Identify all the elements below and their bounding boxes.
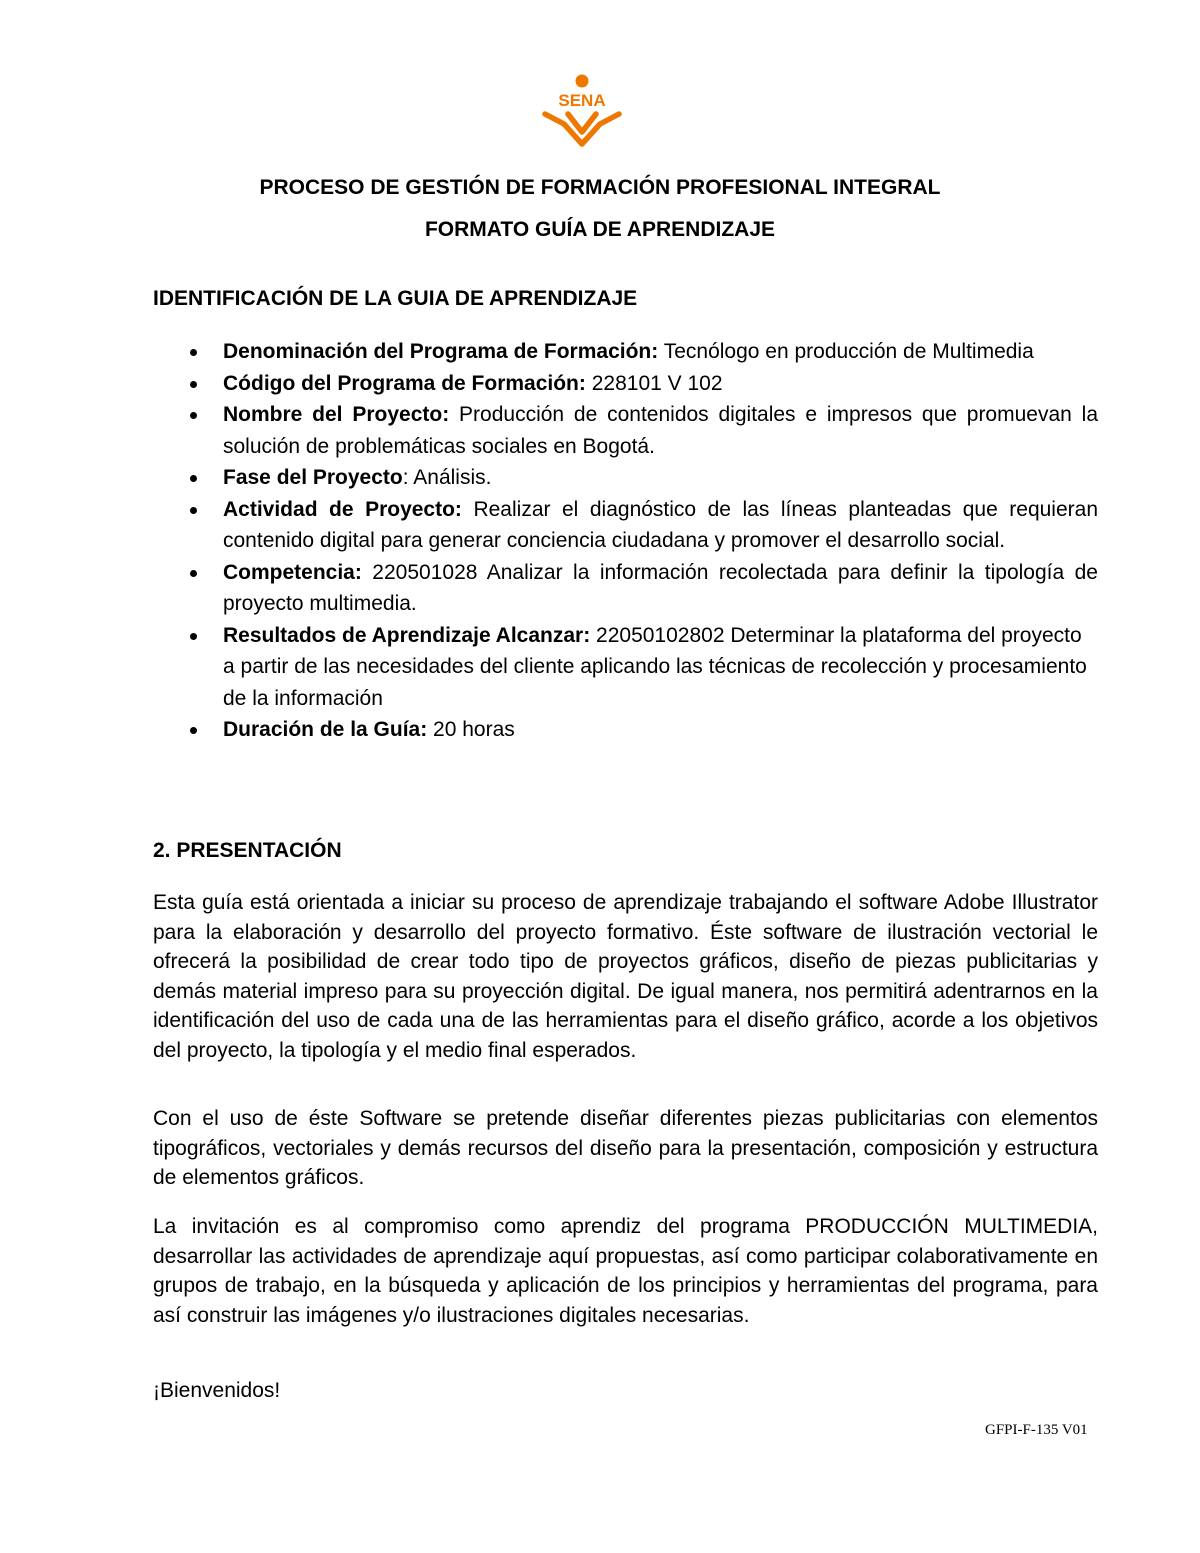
field-value: : Análisis.	[402, 466, 492, 489]
field-value: 20 horas	[427, 718, 515, 741]
field-label: Fase del Proyecto	[223, 466, 403, 489]
field-label: Código del Programa de Formación:	[223, 371, 586, 395]
list-item-duracion	[153, 714, 1098, 746]
presentation-paragraph: Esta guía está orientada a iniciar su proceso de aprendizaje trabajando el software Adobe Illustrator para la elaboración y desarrollo del proyecto formativo. Éste software de ilustración vectorial le ofrecerá la posibilidad de crear todo tipo de proyectos gráficos, diseño de piezas publicitarias y demás material impreso para su proyección digital. De igual manera, nos permitirá adentrarnos en la identificación del uso de cada una de las herramientas para el diseño gráfico, acorde a los objetivos del proyecto, la tipología y el medio final esperados.	[153, 891, 1098, 1062]
list-item-resultados	[153, 620, 1098, 715]
list-item-codigo	[153, 368, 1098, 400]
field-value: 228101 V 102	[585, 371, 723, 395]
identification-list	[153, 336, 1098, 746]
svg-text:SENA: SENA	[558, 91, 606, 110]
field-value: Realizar el diagnóstico de las líneas planteadas que requieran contenido digital para generar conciencia ciudadana y promover el desarrollo social.	[223, 497, 1098, 552]
field-label: Denominación del Programa de Formación:	[223, 340, 659, 363]
list-item-actividad	[153, 494, 1098, 557]
field-label: Resultados de Aprendizaje Alcanzar:	[223, 623, 591, 647]
field-label: Competencia:	[223, 560, 362, 584]
field-label: Duración de la Guía:	[223, 718, 428, 741]
field-value: Producción de contenidos digitales e impresos que promuevan la solución de problemáticas sociales en Bogotá.	[223, 403, 1098, 458]
field-value: 22050102802 Determinar la plataforma del proyecto a partir de las necesidades del cliente aplicando las técnicas de recolección y procesamiento de la información	[223, 623, 1087, 710]
identification-heading: IDENTIFICACIÓN DE LA GUIA DE APRENDIZAJE	[153, 287, 638, 310]
list-item-programa	[153, 336, 1098, 368]
form-code: GFPI-F-135 V01	[985, 1422, 1088, 1438]
welcome-text: ¡Bienvenidos!	[153, 1379, 281, 1402]
presentation-paragraph: La invitación es al compromiso como aprendiz del programa PRODUCCIÓN MULTIMEDIA, desarrollar las actividades de aprendizaje aquí propuestas, así como participar colaborativamente en grupos de trabajo, en la búsqueda y aplicación de los principios y herramientas del programa, para así construir las imágenes y/o ilustraciones digitales necesarias.	[153, 1215, 1098, 1327]
sena-logo	[536, 74, 628, 150]
list-item-fase	[153, 462, 1098, 494]
field-value: Tecnólogo en producción de Multimedia	[658, 340, 1034, 363]
field-value: 220501028 Analizar la información recolectada para definir la tipología de proyecto multimedia.	[223, 560, 1098, 615]
document-title: PROCESO DE GESTIÓN DE FORMACIÓN PROFESIONAL INTEGRAL	[259, 176, 941, 199]
list-item-nombre-proyecto	[153, 399, 1098, 462]
presentation-heading: 2. PRESENTACIÓN	[153, 839, 342, 862]
document-subtitle: FORMATO GUÍA DE APRENDIZAJE	[424, 218, 776, 241]
list-item-competencia	[153, 557, 1098, 620]
field-label: Actividad de Proyecto:	[223, 497, 462, 521]
presentation-paragraph: Con el uso de éste Software se pretende diseñar diferentes piezas publicitarias con elementos tipográficos, vectoriales y demás recursos del diseño para la presentación, composición y estructura de elementos gráficos.	[153, 1107, 1098, 1189]
field-label: Nombre del Proyecto:	[223, 403, 450, 426]
